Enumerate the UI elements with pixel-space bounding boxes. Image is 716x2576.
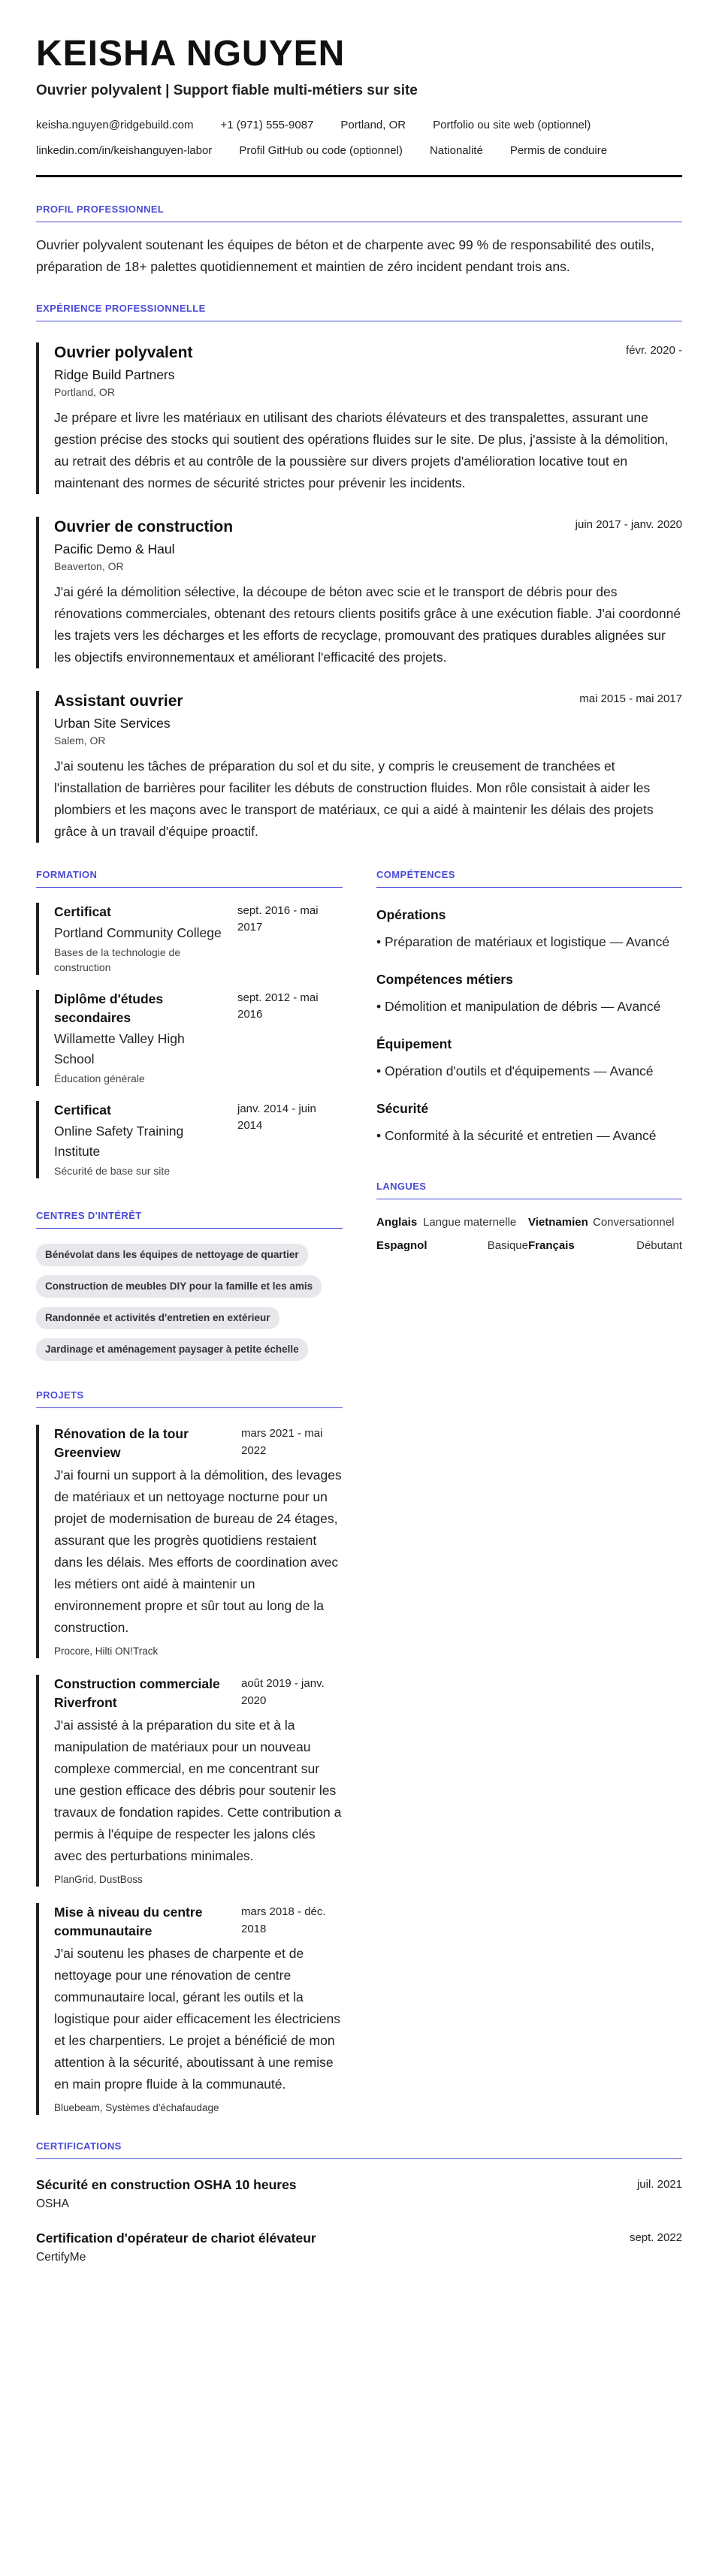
language-level: Langue maternelle — [423, 1216, 517, 1229]
project-description: J'ai assisté à la préparation du site et à la manipulation de matériaux pour un nouveau complexe commercial, en me concentrant sur une gestion efficace des débris pour soutenir les travaux de fondation rapides. Cette contribution a permis à l'équipe de respecter les jalons clés avec des perturbations minimales. — [54, 1718, 342, 1863]
language-name: Français — [528, 1239, 575, 1252]
certification-name: Sécurité en construction OSHA 10 heures — [36, 2177, 297, 2192]
section-title-experience: EXPÉRIENCE PROFESSIONNELLE — [36, 303, 682, 321]
certification-issuer: OSHA — [36, 2197, 69, 2210]
education-degree: Certificat — [54, 1102, 111, 1118]
section-title-education: FORMATION — [36, 869, 343, 888]
education-field: Sécurité de base sur site — [54, 1165, 171, 1177]
job-company: Urban Site Services — [54, 716, 171, 731]
education-date: sept. 2016 - mai 2017 — [237, 904, 319, 934]
certification-entry — [36, 2229, 682, 2266]
language-grid — [376, 1214, 682, 1253]
education-degree: Diplôme d'études secondaires — [54, 991, 164, 1025]
projects-section — [36, 1389, 343, 2115]
job-date: mai 2015 - mai 2017 — [579, 692, 682, 705]
skill-item: • Démolition et manipulation de débris — Avancé — [376, 999, 661, 1014]
contact-phone[interactable]: +1 (971) 555-9087 — [220, 119, 314, 131]
contact-nationality: Nationalité — [429, 144, 483, 157]
contact-location: Portland, OR — [340, 119, 406, 131]
contact-email[interactable]: keisha.nguyen@ridgebuild.com — [36, 119, 194, 131]
candidate-name: KEISHA NGUYEN — [36, 34, 346, 74]
contact-list — [36, 118, 682, 158]
section-title-certifications: CERTIFICATIONS — [36, 2140, 682, 2159]
language-level: Conversationnel — [593, 1216, 675, 1229]
education-entry — [36, 1101, 343, 1178]
contact-portfolio[interactable]: Portfolio ou site web (optionnel) — [433, 119, 591, 131]
skill-category: Opérations — [376, 907, 446, 922]
certification-date: sept. 2022 — [629, 2231, 682, 2244]
skills-section — [376, 869, 682, 1146]
education-school: Willamette Valley High School — [54, 1031, 185, 1066]
language-name: Anglais — [376, 1216, 418, 1229]
certification-issuer: CertifyMe — [36, 2251, 86, 2264]
left-column — [36, 869, 343, 2115]
contact-github[interactable]: Profil GitHub ou code (optionnel) — [239, 144, 403, 157]
job-date: juin 2017 - janv. 2020 — [575, 518, 682, 531]
job-location: Portland, OR — [54, 386, 115, 398]
skill-category: Compétences métiers — [376, 972, 513, 987]
education-field: Bases de la technologie de construction — [54, 946, 181, 973]
language-name: Vietnamien — [528, 1216, 588, 1229]
education-field: Éducation générale — [54, 1072, 145, 1084]
interests-section — [36, 1210, 343, 1361]
skill-item: • Conformité à la sécurité et entretien — Avancé — [376, 1128, 657, 1143]
job-description: J'ai soutenu les tâches de préparation du sol et du site, y compris le creusement de tranchées et l'installation de barrières pour faciliter les débuts de construction fluides. Mon rôle consistait à aider les plombiers et les maçons avec le transport de matériaux, ce qui a aidé à maintenir les délais des projets grâce à un travail d'équipe proactif. — [54, 759, 654, 839]
interest-chip: Randonnée et activités d'entretien en extérieur — [36, 1307, 279, 1329]
languages-section — [376, 1181, 682, 1253]
skill-item: • Opération d'outils et d'équipements — Avancé — [376, 1063, 654, 1078]
section-title-summary: PROFIL PROFESSIONNEL — [36, 204, 682, 222]
section-title-interests: CENTRES D'INTÉRÊT — [36, 1210, 343, 1229]
contact-license: Permis de conduire — [509, 144, 608, 157]
job-date: févr. 2020 - — [625, 344, 682, 357]
skill-category: Équipement — [376, 1036, 452, 1051]
education-degree: Certificat — [54, 904, 111, 919]
summary-text: Ouvrier polyvalent soutenant les équipes de béton et de charpente avec 99 % de responsabilité des outils, préparation de 18+ palettes quotidiennement et maintien de zéro incident pendant trois ans. — [36, 237, 655, 274]
job-title: Ouvrier de construction — [54, 518, 234, 535]
project-date: mars 2021 - mai 2022 — [241, 1427, 323, 1457]
skill-category: Sécurité — [376, 1101, 429, 1116]
job-location: Salem, OR — [54, 734, 106, 747]
education-entry — [36, 990, 343, 1086]
job-title: Ouvrier polyvalent — [54, 344, 193, 361]
interest-chip: Jardinage et aménagement paysager à petite échelle — [36, 1338, 308, 1361]
headline: Ouvrier polyvalent | Support fiable multi-métiers sur site — [36, 83, 418, 98]
interest-chip: Construction de meubles DIY pour la famille et les amis — [36, 1275, 322, 1298]
project-title: Rénovation de la tour Greenview — [54, 1426, 189, 1460]
education-date: sept. 2012 - mai 2016 — [237, 991, 319, 1021]
certifications-section — [36, 2140, 682, 2266]
job-description: Je prépare et livre les matériaux en utilisant des chariots élévateurs et des transpalettes, assurant une gestion précise des stocks qui soutient des opérations fluides sur le site. De plus, j'assiste à la démolition, au retrait des débris et au contrôle de la poussière sur divers projets d'amélioration locative tout en maintenant des normes de sécurité strictes pour prévenir les incidents. — [54, 410, 669, 490]
job-entry — [36, 691, 682, 843]
section-title-languages: LANGUES — [376, 1181, 682, 1199]
project-date: août 2019 - janv. 2020 — [241, 1677, 325, 1707]
job-entry — [36, 517, 682, 668]
certification-date: juil. 2021 — [636, 2178, 682, 2191]
contact-linkedin[interactable]: linkedin.com/in/keishanguyen-labor — [36, 144, 213, 157]
right-column — [376, 869, 682, 2115]
education-school: Online Safety Training Institute — [54, 1124, 184, 1159]
project-entry — [36, 1425, 343, 1658]
project-entry — [36, 1903, 343, 2115]
project-title: Construction commerciale Riverfront — [54, 1676, 220, 1710]
project-tools: Bluebeam, Systèmes d'échafaudage — [54, 2102, 219, 2113]
certification-entry — [36, 2176, 682, 2213]
education-school: Portland Community College — [54, 925, 222, 940]
project-description: J'ai soutenu les phases de charpente et de nettoyage pour une rénovation de centre communautaire local, gérant les outils et la logistique pour aider efficacement les électriciens et les charpentiers. Le projet a bénéficié de mon attention à la sécurité, aboutissant à une remise en main propre fluide à la communauté. — [54, 1946, 340, 2092]
two-column-area — [36, 869, 682, 2115]
job-description: J'ai géré la démolition sélective, la découpe de béton avec scie et le transport de débris pour des rénovations commerciales, obtenant des retours clients positifs grâce à une exécution fiable. J'ai coordonné les trajets vers les décharges et les efforts de recyclage, promouvant des pratiques durables alignées sur les objectifs environnementaux et améliorant l'efficacité des projets. — [54, 584, 681, 665]
resume-header — [36, 35, 682, 177]
project-tools: PlanGrid, DustBoss — [54, 1874, 143, 1885]
education-entry — [36, 903, 343, 975]
education-section — [36, 869, 343, 1178]
project-description: J'ai fourni un support à la démolition, des levages de matériaux et un nettoyage nocturne pour un projet de modernisation de bureau de 24 étages, assurant que les progrès quotidiens restaient dans les délais. Mes efforts de coordination avec les métiers ont aidé à maintenir un environnement propre et sûr tout au long de la construction. — [54, 1467, 342, 1635]
certification-name: Certification d'opérateur de chariot élévateur — [36, 2231, 316, 2246]
job-entry — [36, 342, 682, 494]
interest-chip: Bénévolat dans les équipes de nettoyage de quartier — [36, 1244, 308, 1266]
skill-item: • Préparation de matériaux et logistique — Avancé — [376, 934, 670, 949]
job-company: Ridge Build Partners — [54, 367, 175, 382]
summary-section — [36, 204, 682, 278]
header-divider — [36, 175, 682, 177]
job-title: Assistant ouvrier — [54, 692, 183, 710]
language-level: Débutant — [636, 1239, 682, 1252]
project-title: Mise à niveau du centre communautaire — [54, 1905, 203, 1938]
job-company: Pacific Demo & Haul — [54, 541, 175, 557]
section-title-projects: PROJETS — [36, 1389, 343, 1408]
interest-chip-list — [36, 1244, 343, 1361]
language-level: Basique — [487, 1239, 528, 1252]
section-title-skills: COMPÉTENCES — [376, 869, 682, 888]
project-entry — [36, 1675, 343, 1887]
project-date: mars 2018 - déc. 2018 — [241, 1905, 326, 1935]
experience-section — [36, 303, 682, 843]
job-location: Beaverton, OR — [54, 560, 124, 572]
language-name: Espagnol — [376, 1239, 427, 1252]
project-tools: Procore, Hilti ON!Track — [54, 1645, 159, 1657]
education-date: janv. 2014 - juin 2014 — [237, 1102, 316, 1132]
